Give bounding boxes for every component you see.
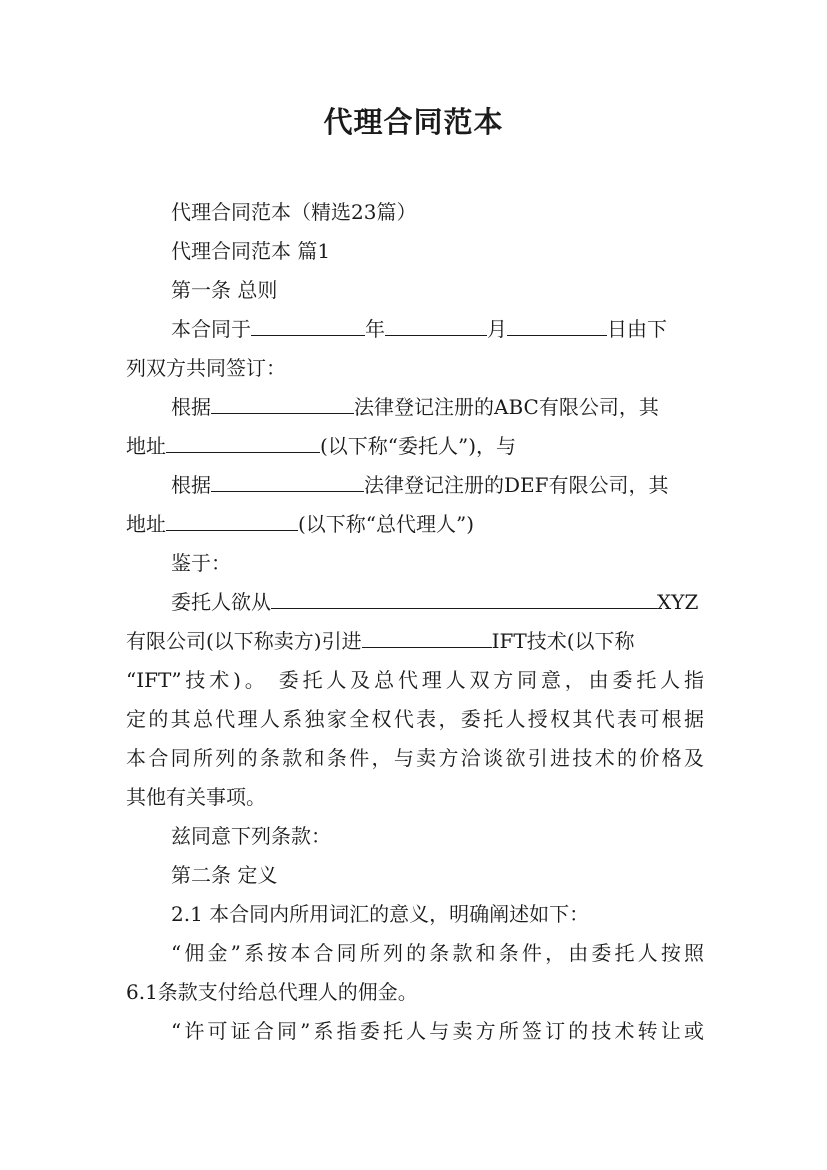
text-segment: (以下称“总代理人”) <box>298 512 475 536</box>
text-segment: 法律登记注册的ABC有限公司，其 <box>354 395 659 419</box>
blank-field <box>211 473 364 492</box>
text-segment: XYZ <box>657 590 699 614</box>
paragraph-line: 6.1条款支付给总代理人的佣金。 <box>126 980 418 1004</box>
paragraph-line: 2.1 本合同内所用词汇的意义，明确阐述如下： <box>171 902 590 926</box>
paragraph-line <box>126 395 704 419</box>
document-title: 代理合同范本 <box>323 105 504 139</box>
blank-field <box>385 317 487 336</box>
text-segment: (以下称“委托人”)，与 <box>320 434 517 458</box>
paragraph-line: 鉴于： <box>171 551 231 575</box>
blank-field <box>211 395 354 414</box>
text-segment: 根据 <box>171 395 211 419</box>
paragraph-line: 其他有关事项。 <box>126 785 266 809</box>
paragraph-line <box>126 317 704 341</box>
paragraph-line: 列双方共同签订： <box>126 356 286 380</box>
article-heading: 第二条 定义 <box>171 863 278 887</box>
text-segment: 本合同于 <box>171 317 251 341</box>
blank-field <box>507 317 607 336</box>
paragraph-line: “许可证合同”系指委托人与卖方所签订的技术转让或 <box>171 1019 704 1043</box>
text-segment: 地址 <box>126 512 166 536</box>
paragraph-line: “佣金”系按本合同所列的条款和条件，由委托人按照 <box>171 941 704 965</box>
blank-field <box>166 434 320 453</box>
text-segment: 日由下 <box>607 317 667 341</box>
paragraph-line <box>126 590 704 614</box>
text-segment: 地址 <box>126 434 166 458</box>
blank-field <box>166 512 298 531</box>
section-heading: 代理合同范本 篇1 <box>171 239 331 263</box>
blank-field <box>271 590 657 609</box>
blank-field <box>362 629 492 648</box>
paragraph-line: 定的其总代理人系独家全权代表，委托人授权其代表可根据 <box>126 707 704 731</box>
paragraph-line: 本合同所列的条款和条件，与卖方洽谈欲引进技术的价格及 <box>126 746 704 770</box>
text-segment: 委托人欲从 <box>171 590 271 614</box>
paragraph-line <box>126 629 704 653</box>
text-segment: 有限公司(以下称卖方)引进 <box>126 629 362 653</box>
text-segment: 法律登记注册的DEF有限公司，其 <box>364 473 669 497</box>
blank-field <box>251 317 365 336</box>
paragraph-line <box>126 434 704 458</box>
text-segment: 年 <box>365 317 385 341</box>
paragraph-line: “IFT”技术)。 委托人及总代理人双方同意，由委托人指 <box>126 668 704 692</box>
text-segment: 月 <box>487 317 507 341</box>
text-segment: IFT技术(以下称 <box>491 629 635 653</box>
text-segment: 根据 <box>171 473 211 497</box>
paragraph-line <box>126 473 704 497</box>
paragraph-line: 兹同意下列条款： <box>171 824 331 848</box>
article-heading: 第一条 总则 <box>171 278 278 302</box>
paragraph-line <box>126 512 704 536</box>
subtitle-line: 代理合同范本（精选23篇） <box>171 200 417 224</box>
